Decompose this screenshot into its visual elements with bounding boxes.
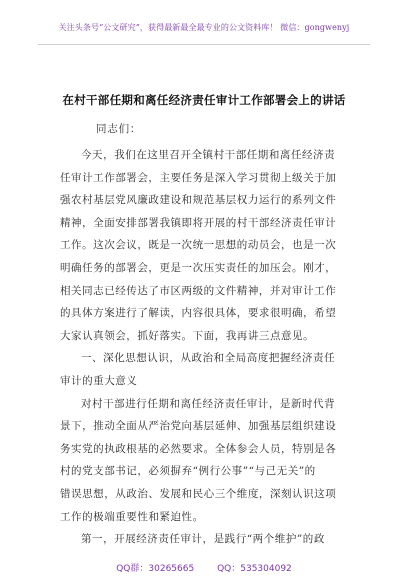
body-line: 景下，推动全面从严治党向基层延伸、加强基层组织建设: [60, 420, 337, 433]
body-line: 强农村基层党风廉政建设和规范基层权力运行的系列文件: [60, 194, 337, 207]
header-banner: 关注头条号“公文研究”，获得最新最全最专业的公文资料库！ 微信：gongwenyj: [58, 23, 350, 32]
body-line: 一、深化思想认识，从政治和全局高度把握经济责任: [81, 352, 336, 365]
qq-group-number: QQ群：30265665: [116, 564, 195, 574]
body-line: 的具体方案进行了解读，内容很具体，要求很明确，希望: [60, 307, 337, 320]
body-line: 村的党支部书记，必须摒弃“例行公事”“与己无关”的: [60, 465, 316, 478]
footer-contacts: [0, 561, 408, 574]
header-divider: [38, 44, 370, 45]
body-line: 第一，开展经济责任审计，是践行“两个维护”的政: [81, 533, 325, 546]
body-line: 工作的极端重要性和紧迫性。: [60, 510, 204, 523]
body-line: 今天，我们在这里召开全镇村干部任期和离任经济责: [81, 149, 336, 161]
body-line: 明确任务的部署会，更是一次压实责任的加压会。刚才，: [60, 261, 337, 274]
body-line: 精神，全面安排部署我镇即将开展的村干部经济责任审计: [60, 216, 337, 229]
document-title: 在村干部任期和离任经济责任审计工作部署会上的讲话: [62, 93, 346, 107]
body-line: 务实党的执政根基的必然要求。全体参会人员，特别是各: [60, 442, 337, 455]
body-line: 大家认真领会，抓好落实。下面，我再讲三点意见。: [60, 329, 315, 342]
body-line: 任审计工作部署会，主要任务是深入学习贯彻上级关于加: [60, 171, 337, 184]
salutation: 同志们：: [96, 123, 142, 135]
body-line: 工作。这次会议，既是一次统一思想的动员会，也是一次: [60, 239, 337, 252]
body-line: 对村干部进行任期和离任经济责任审计，是新时代背: [81, 397, 336, 410]
body-line: 审计的重大意义: [60, 374, 138, 387]
body-line: 错误思想，从政治、发展和民心三个维度，深刻认识这项: [60, 487, 337, 500]
qq-number: QQ：535304092: [217, 564, 292, 574]
body-line: 相关同志已经传达了市区两级的文件精神，并对审计工作: [60, 284, 337, 297]
body-text: [60, 144, 356, 551]
